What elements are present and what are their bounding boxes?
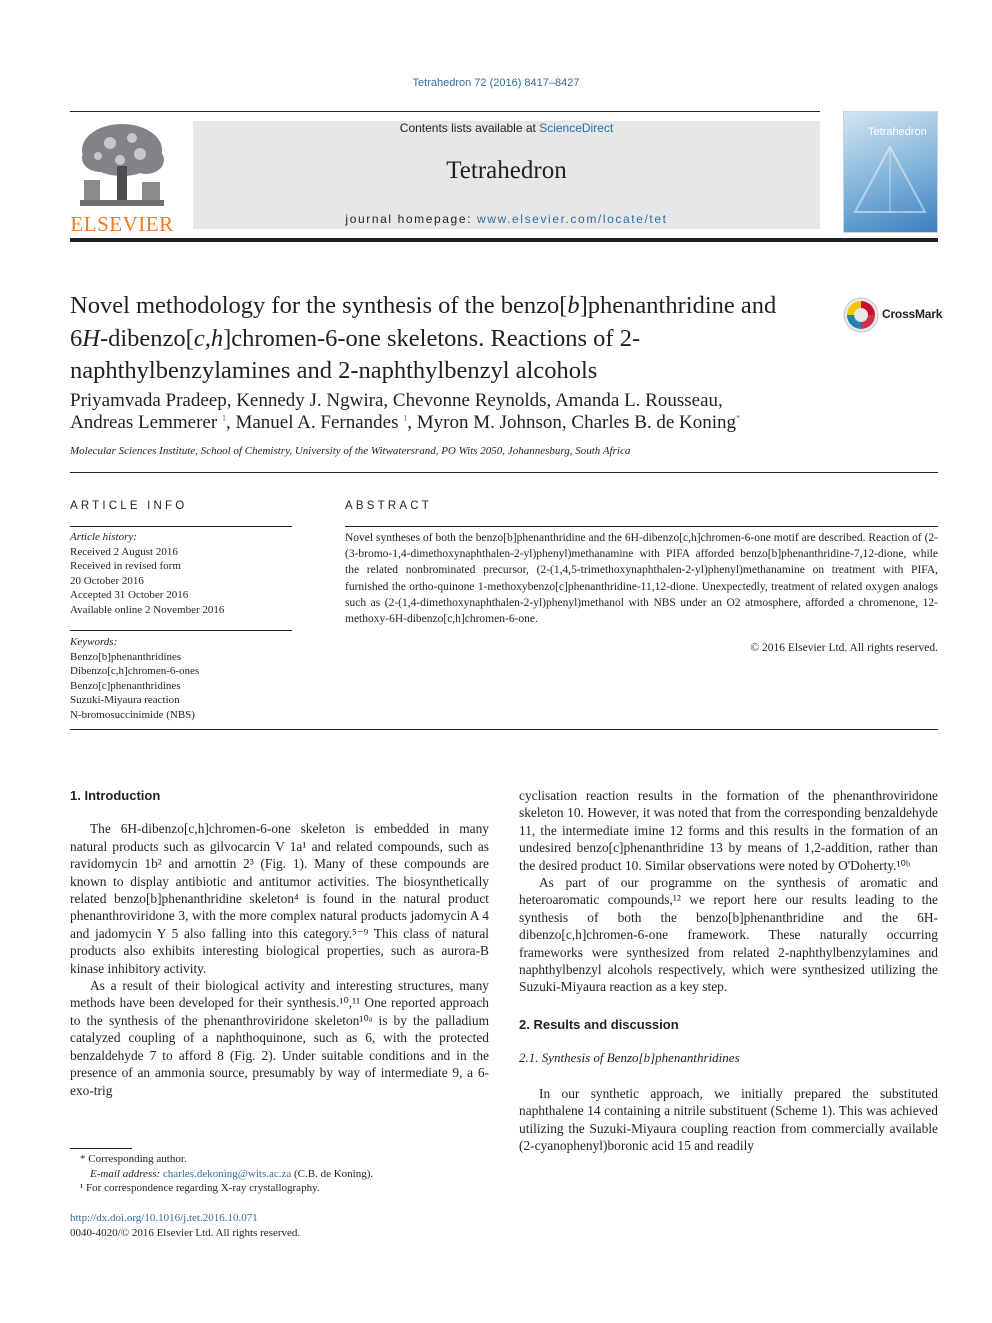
history-label: Article history: [70, 531, 137, 543]
journal-banner [193, 121, 820, 229]
article-title: Novel methodology for the synthesis of the benzo[b]phenanthridine and 6H-dibenzo[c,h]chromen-6-one skeletons. Reactions of 2-naphthylbenzylamines and 2-naphthylbenzyl alcohols [70, 292, 777, 384]
author-footnote-mark[interactable]: 1 [221, 413, 226, 423]
author-name[interactable]: Chevonne Reynolds [392, 390, 547, 411]
email-link[interactable]: charles.dekoning@wits.ac.za [162, 1167, 292, 1180]
section-rule [70, 729, 938, 730]
keyword: Benzo[c]phenanthridines [70, 679, 181, 692]
author-name[interactable]: Charles B. de Koning [571, 412, 737, 433]
header-thick-rule [70, 238, 938, 242]
paragraph: As a result of their biological activity and interesting structures, many methods have been developed for their synthesis.¹⁰,¹¹ One reported approach to the synthesis of the phenanthroviridone skeleton¹⁰ᵃ is by the palladium catalyzed coupling of a naphthoquinone, such as 6, with the protected benzaldehyde 7 to afford 8 (Fig. 2). Under suitable conditions and in the presence of an ammonia source, presumably by way of intermediate 9, a 6-exo-trig [70, 978, 489, 1098]
keyword: Suzuki-Miyaura reaction [70, 694, 180, 707]
footer [70, 1211, 300, 1241]
cover-graphic-icon [850, 142, 930, 222]
sciencedirect-link[interactable]: ScienceDirect [539, 121, 614, 135]
corresponding-author-mark[interactable]: * [736, 413, 741, 423]
history-item: Available online 2 November 2016 [70, 603, 225, 616]
article-info-heading: ARTICLE INFO [70, 500, 188, 512]
author-separator: , [383, 390, 393, 411]
author-list [70, 390, 830, 434]
author-footnote-mark[interactable]: 1 [403, 413, 408, 423]
issn-copyright: 0040-4020/© 2016 Elsevier Ltd. All rights reserved. [70, 1227, 301, 1239]
keywords-label: Keywords: [70, 636, 118, 648]
abstract-rule [345, 526, 938, 527]
history-item: Accepted 31 October 2016 [70, 589, 189, 602]
author-name[interactable]: Manuel A. Fernandes [235, 412, 399, 433]
keyword: N-bromosuccinimide (NBS) [70, 708, 195, 721]
paragraph: cyclisation reaction results in the formation of the phenanthroviridone skeleton 10. However, it was noted that from the corresponding benzaldehyde 11, the intermediate imine 12 forms and this results in the formation of an undesired benzo[c]phenanthridine 13 by means of 1,2-addition, rather than the desired product 10. Similar observations were noted by O'Doherty.¹⁰ᵇ [519, 788, 938, 873]
paragraph: In our synthetic approach, we initially prepared the substituted naphthalene 14 containing a nitrile substituent (Scheme 1). This was achieved utilizing the Suzuki-Miyaura coupling reaction from commercially available (2-cyanophenyl)boronic acid 15 and readily [519, 1085, 938, 1153]
email-label: E-mail address: [90, 1167, 163, 1180]
author-name[interactable]: Myron M. Johnson [416, 412, 562, 433]
author-name[interactable]: Priyamvada Pradeep [70, 390, 227, 411]
keyword: Dibenzo[c,h]chromen-6-ones [70, 665, 200, 678]
corresponding-author-note: * Corresponding author. [80, 1153, 187, 1165]
elsevier-wordmark: ELSEVIER [70, 212, 174, 236]
footnotes [70, 1152, 490, 1196]
abstract-text: Novel syntheses of both the benzo[b]phenanthridine and the 6H-dibenzo[c,h]chromen-6-one motif are described. Reaction of (2-(3-bromo-1,4-dimethoxynaphthalen-2-yl)phenyl)methanamine with PIFA afforded benzo[b]phenanthridine-7,12-dione, while the related nonbrominated precursor, (2-(1,4,5-trimethoxynaphthalen-2-yl)phenyl)methanamine on treatment with PIFA, furnished the ortho-quinone 1-methoxybenzo[c]phenanthridine-11,12-dione. Unexpectedly, treatment of related oxygen analogs such as (2-(1,4-dimethoxynaphthalen-2-yl)phenyl)methanol with NBS under an O2 atmosphere, afforded a chromenone, 12-methoxy-6H-dibenzo[c,h]chromen-6-one. [345, 532, 938, 626]
footnote-1: ¹ For correspondence regarding X-ray crystallography. [80, 1182, 320, 1194]
journal-cover-thumbnail[interactable] [843, 111, 938, 233]
history-item: Received in revised form [70, 560, 181, 573]
author-separator: , [226, 390, 237, 411]
section-heading: 1. Introduction [70, 788, 161, 803]
homepage-line [193, 212, 820, 226]
author-separator: , [718, 390, 723, 411]
body-column-left [70, 787, 489, 1099]
author-name[interactable]: Amanda L. Rousseau [554, 390, 719, 411]
contents-line [193, 121, 820, 135]
paragraph: As part of our programme on the synthesis of aromatic and heteroaromatic compounds,¹² we report here our results leading to the synthesis of both the benzo[b]phenanthridine and the 6H-dibenzo[c,h]chromen-6-one framework. These naturally occurring frameworks were synthesized from related 2-naphthylbenzylamines and naphthylbenzyl alcohols respectively, which were synthesized utilizing the Suzuki-Miyaura reaction as a key step. [519, 875, 938, 995]
subsection-heading: 2.1. Synthesis of Benzo[b]phenanthridines [519, 1050, 740, 1066]
journal-citation[interactable]: Tetrahedron 72 (2016) 8417–8427 [412, 77, 580, 89]
header-rule [70, 111, 820, 112]
author-separator: , [561, 412, 572, 433]
section-heading: 2. Results and discussion [519, 1016, 679, 1032]
abstract-heading: ABSTRACT [345, 500, 432, 512]
email-note [70, 1167, 490, 1182]
author-separator: , [546, 390, 555, 411]
article-history [70, 530, 292, 618]
keywords-rule [70, 630, 292, 631]
author-name[interactable]: Andreas Lemmerer [70, 412, 218, 433]
body-column-right [519, 787, 938, 1154]
history-item: Received 2 August 2016 [70, 545, 178, 558]
homepage-link[interactable]: www.elsevier.com/locate/tet [476, 212, 668, 226]
author-name[interactable]: Kennedy J. Ngwira [236, 390, 384, 411]
history-item: 20 October 2016 [70, 574, 144, 587]
journal-title: Tetrahedron [446, 157, 567, 184]
keywords [70, 635, 292, 723]
paragraph: The 6H-dibenzo[c,h]chromen-6-one skeleton is embedded in many natural products such as gilvocarcin V 1a¹ and related compounds, such as ravidomycin 1b² and arnottin 2³ (Fig. 1). Many of these compounds are known to display antibiotic and antitumor activities. The biosynthetically related benzo[b]phenanthridine skeleton⁴ is found in the natural product phenanthroviridone 3, with the more complex natural products jadomycin A 4 and jadomycin Y 5 also falling into this category.⁵⁻⁹ This class of natural products also exhibits interesting biological properties, such as aurora-B kinase inhibitory activity. [70, 821, 489, 976]
article-info-rule [70, 526, 292, 527]
crossmark-icon [842, 295, 882, 335]
cover-title: Tetrahedron [868, 126, 927, 138]
doi-link[interactable]: http://dx.doi.org/10.1016/j.tet.2016.10.071 [70, 1212, 258, 1224]
author-separator: , [407, 412, 417, 433]
footnote-rule [70, 1148, 132, 1149]
crossmark-label: CrossMark [882, 307, 943, 321]
abstract-copyright: © 2016 Elsevier Ltd. All rights reserved. [750, 642, 938, 654]
email-owner: (C.B. de Koning). [291, 1167, 374, 1180]
contents-prefix: Contents lists available at [399, 121, 540, 135]
section-rule [70, 472, 938, 473]
homepage-prefix: journal homepage: [345, 212, 477, 226]
author-separator: , [225, 412, 236, 433]
affiliation: Molecular Sciences Institute, School of Chemistry, University of the Witwatersrand, PO Wits 2050, Johannesburg, South Africa [70, 445, 631, 457]
keyword: Benzo[b]phenanthridines [70, 650, 182, 663]
crossmark-badge[interactable] [842, 295, 943, 335]
